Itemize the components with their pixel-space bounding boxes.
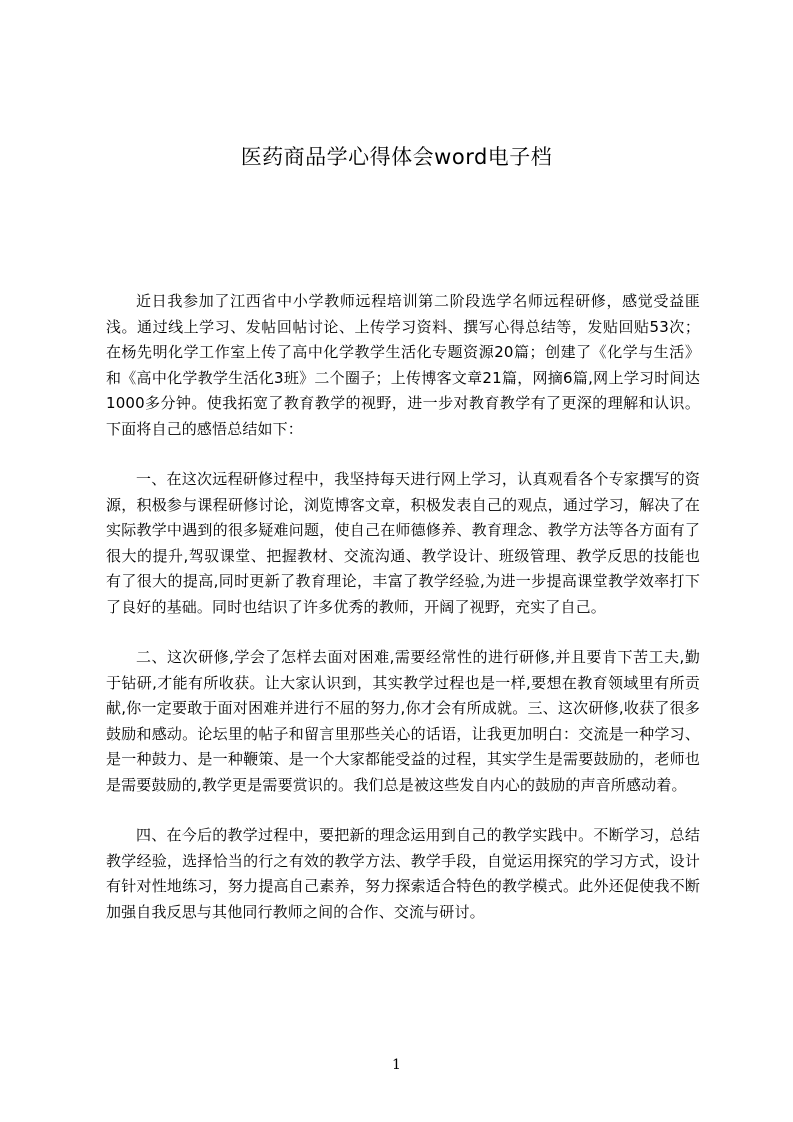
paragraph-section-4: 四、在今后的教学过程中，要把新的理念运用到自己的教学实践中。不断学习，总结教学经验，选择恰当的行之有效的教学方法、教学手段，自觉运用探究的学习方式，设计有针对性地练习，努力提高自己素养，努力探索适合特色的教学模式。此外还促使我不断加强自我反思与其他同行教师之间的合作、交流与研讨。	[106, 826, 700, 921]
paragraph-intro: 近日我参加了江西省中小学教师远程培训第二阶段选学名师远程研修，感觉受益匪浅。通过线上学习、发帖回帖讨论、上传学习资料、撰写心得总结等，发贴回贴53次；在杨先明化学工作室上传了高中化学教学生活化专题资源20篇；创建了《化学与生活》和《高中化学教学生活化3班》二个圈子；上传博客文章21篇，网摘6篇,网上学习时间达1000多分钟。使我拓宽了教育教学的视野，进一步对教育教学有了更深的理解和认识。下面将自己的感悟总结如下：	[106, 292, 700, 438]
page-number: 1	[392, 1057, 401, 1073]
paragraph-section-1: 一、在这次远程研修过程中，我坚持每天进行网上学习，认真观看各个专家撰写的资源，积极参与课程研修讨论，浏览博客文章，积极发表自己的观点，通过学习，解决了在实际教学中遇到的很多疑难问题，使自己在师德修养、教育理念、教学方法等各方面有了很大的提升,驾驭课堂、把握教材、交流沟通、教学设计、班级管理、教学反思的技能也有了很大的提高,同时更新了教育理论，丰富了教学经验,为进一步提高课堂教学效率打下了良好的基础。同时也结识了许多优秀的教师，开阔了视野，充实了自己。	[106, 470, 700, 616]
paragraph-section-2-3: 二、这次研修,学会了怎样去面对困难,需要经常性的进行研修,并且要肯下苦工夫,勤于钻研,才能有所收获。让大家认识到，其实教学过程也是一样,要想在教育领域里有所贡献,你一定要敢于面对困难并进行不屈的努力,你才会有所成就。三、这次研修,收获了很多鼓励和感动。论坛里的帖子和留言里那些关心的话语，让我更加明白：交流是一种学习、是一种鼓力、是一种鞭策、是一个大家都能受益的过程，其实学生是需要鼓励的，老师也是需要鼓励的,教学更是需要赏识的。我们总是被这些发自内心的鼓励的声音所感动着。	[106, 648, 700, 794]
document-title: 医药商品学心得体会word电子档	[240, 145, 553, 169]
document-body	[106, 289, 700, 950]
